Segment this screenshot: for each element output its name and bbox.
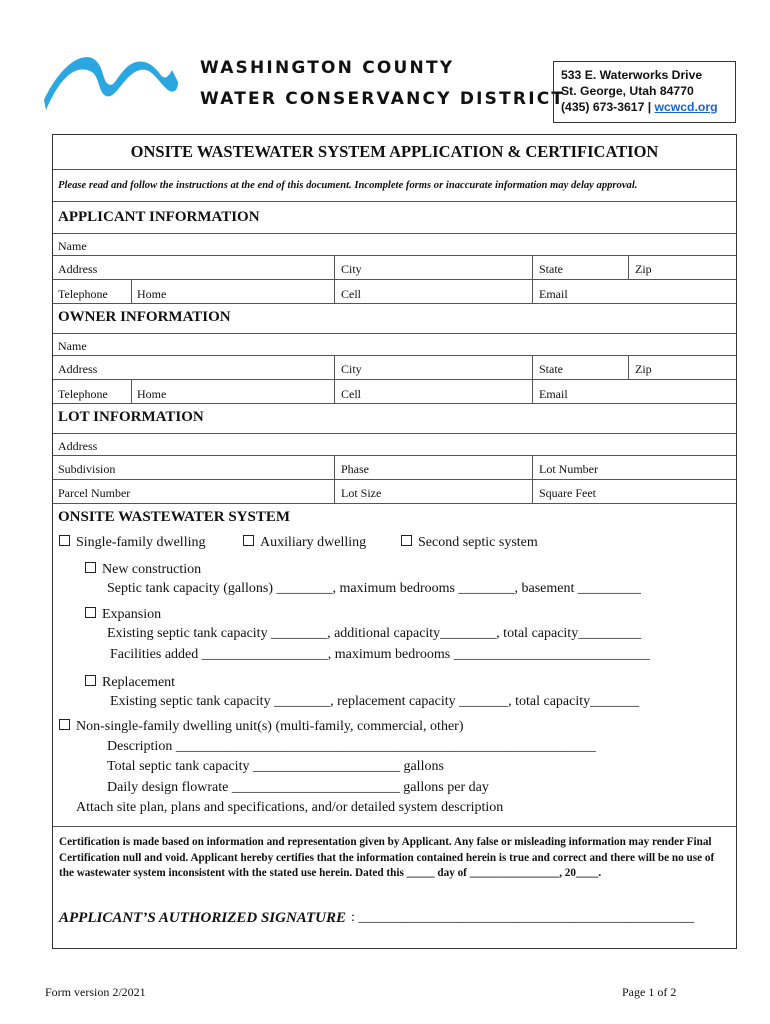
applicant-name-field[interactable]: Name bbox=[58, 239, 87, 253]
expansion-facilities-details[interactable]: Facilities added __________________, maximum bedrooms ____________________________ bbox=[110, 647, 650, 662]
lot-number-field[interactable]: Lot Number bbox=[539, 462, 598, 476]
city-state-zip: St. George, Utah 84770 bbox=[561, 84, 694, 98]
daily-flowrate-field[interactable]: Daily design flowrate ________________________ gallons per day bbox=[107, 780, 489, 795]
website-link[interactable]: wcwcd.org bbox=[654, 100, 718, 114]
second-septic-checkbox[interactable]: Second septic system bbox=[401, 535, 538, 551]
instructions: Please read and follow the instructions at the end of this document. Incomplete forms or inaccurate information may delay approval. bbox=[58, 180, 638, 191]
form-title: ONSITE WASTEWATER SYSTEM APPLICATION & CERTIFICATION bbox=[130, 142, 659, 161]
applicant-telephone-label: Telephone bbox=[58, 287, 108, 301]
applicant-address-field[interactable]: Address bbox=[58, 262, 98, 276]
owner-name-field[interactable]: Name bbox=[58, 339, 87, 353]
owner-state-field[interactable]: State bbox=[539, 362, 563, 376]
owner-zip-field[interactable]: Zip bbox=[635, 362, 652, 376]
application-form bbox=[52, 134, 737, 949]
new-construction-checkbox[interactable]: New construction bbox=[85, 562, 201, 578]
street-address: 533 E. Waterworks Drive bbox=[561, 68, 703, 82]
total-capacity-field[interactable]: Total septic tank capacity _____________________ gallons bbox=[107, 759, 444, 774]
applicant-home-phone-field[interactable]: Home bbox=[137, 287, 167, 301]
owner-telephone-label: Telephone bbox=[58, 387, 108, 401]
owner-home-phone-field[interactable]: Home bbox=[137, 387, 167, 401]
lot-subdivision-field[interactable]: Subdivision bbox=[58, 462, 116, 476]
lot-parcel-number-field[interactable]: Parcel Number bbox=[58, 486, 131, 500]
org-name-line1: WASHINGTON COUNTY bbox=[200, 58, 455, 78]
signature-line[interactable]: : ________________________________________________ bbox=[351, 910, 695, 925]
lot-heading: LOT INFORMATION bbox=[58, 409, 204, 425]
applicant-state-field[interactable]: State bbox=[539, 262, 563, 276]
expansion-capacity-details[interactable]: Existing septic tank capacity ________, additional capacity________, total capacity_________ bbox=[107, 626, 642, 641]
replacement-checkbox[interactable]: Replacement bbox=[85, 675, 175, 691]
applicant-zip-field[interactable]: Zip bbox=[635, 262, 652, 276]
auxiliary-dwelling-checkbox[interactable]: Auxiliary dwelling bbox=[243, 535, 366, 551]
owner-email-field[interactable]: Email bbox=[539, 387, 568, 401]
lot-size-field[interactable]: Lot Size bbox=[341, 486, 382, 500]
description-field[interactable]: Description ____________________________________________________________ bbox=[107, 739, 596, 754]
contact-box bbox=[553, 61, 736, 123]
lot-phase-field[interactable]: Phase bbox=[341, 462, 369, 476]
applicant-email-field[interactable]: Email bbox=[539, 287, 568, 301]
applicant-cell-field[interactable]: Cell bbox=[341, 287, 361, 301]
owner-address-field[interactable]: Address bbox=[58, 362, 98, 376]
contact-line bbox=[561, 99, 735, 115]
lot-square-feet-field[interactable]: Square Feet bbox=[539, 486, 596, 500]
single-family-checkbox[interactable]: Single-family dwelling bbox=[59, 535, 205, 551]
phone-number: (435) 673-3617 | bbox=[561, 100, 652, 114]
org-name-line2: WATER CONSERVANCY DISTRICT bbox=[200, 89, 566, 109]
new-construction-details[interactable]: Septic tank capacity (gallons) ________, maximum bedrooms ________, basement _________ bbox=[107, 581, 641, 596]
page-number: Page 1 of 2 bbox=[622, 985, 677, 999]
expansion-checkbox[interactable]: Expansion bbox=[85, 607, 161, 623]
certification-text: Certification is made based on information and representation given by Applicant. Any false or misleading information may render Final Certification null and void. Applicant hereby certifies that the information contained herein is true and correct and there will be no use of the wastewater system inconsistent with the stated use herein. Dated this _____ day of ________________, 20____. bbox=[59, 836, 715, 879]
applicant-city-field[interactable]: City bbox=[341, 262, 362, 276]
signature-label: APPLICANT’S AUTHORIZED SIGNATURE bbox=[59, 910, 346, 926]
system-heading: ONSITE WASTEWATER SYSTEM bbox=[58, 509, 291, 525]
owner-cell-field[interactable]: Cell bbox=[341, 387, 361, 401]
lot-address-field[interactable]: Address bbox=[58, 439, 98, 453]
applicant-heading: APPLICANT INFORMATION bbox=[58, 209, 260, 225]
form-version: Form version 2/2021 bbox=[45, 985, 146, 999]
non-single-family-checkbox[interactable]: Non-single-family dwelling unit(s) (multi-family, commercial, other) bbox=[59, 719, 464, 735]
owner-city-field[interactable]: City bbox=[341, 362, 362, 376]
owner-heading: OWNER INFORMATION bbox=[58, 309, 231, 325]
attach-instructions: Attach site plan, plans and specifications, and/or detailed system description bbox=[76, 800, 504, 815]
district-logo bbox=[40, 52, 180, 122]
replacement-details[interactable]: Existing septic tank capacity ________, replacement capacity _______, total capacity_______ bbox=[110, 694, 640, 709]
